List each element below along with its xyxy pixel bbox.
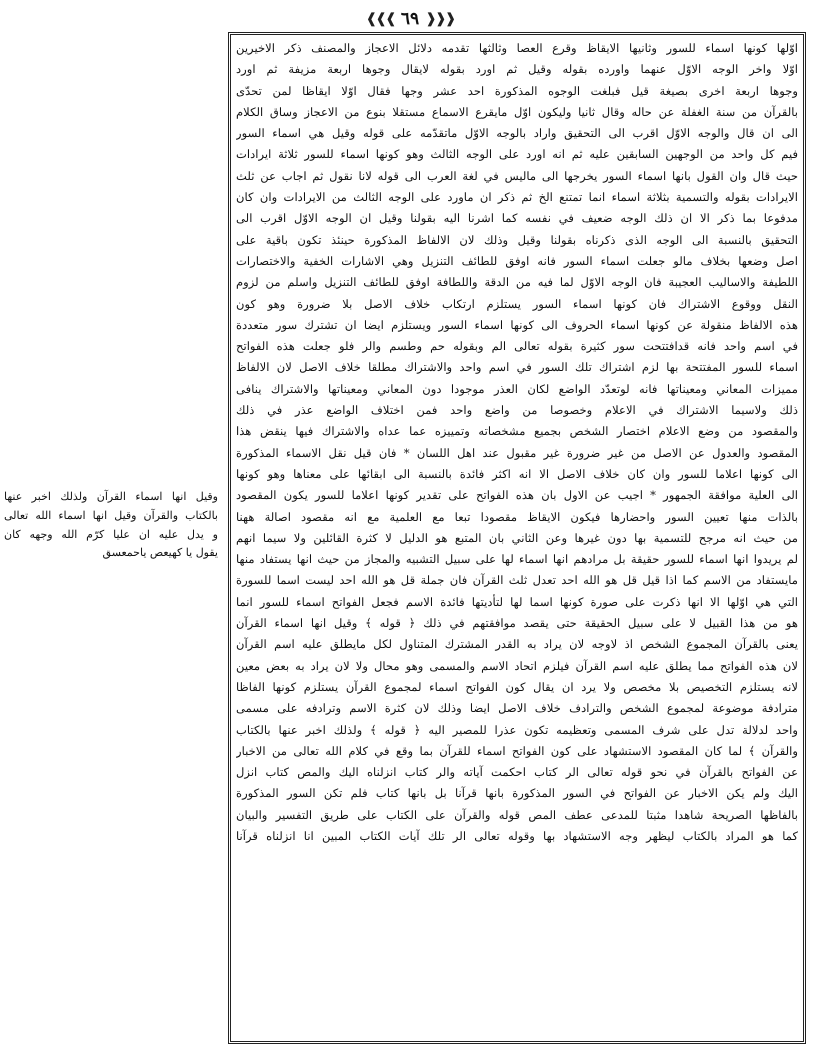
text-line: لانه يستلزم التخصيص بلا مخصص ولا يرد ان يقال كون الفواتح اسماء لمجموع القرآن يستلزم كونها الفاظا	[236, 679, 798, 694]
ornament-left-icon: ❰❰❰	[365, 11, 395, 27]
main-text-block	[236, 38, 798, 1040]
text-line: لم يريدوا انها اسماء للسور حقيقة بل مرادهم انها اسماء لها على سبيل التشبيه والمجاز من حيث انها يستفاد منها	[236, 552, 798, 567]
text-line: وجوها اربعة اخرى بصيغة قيل فبلغت الوجوه المذكورة احد عشر وجها فقال اوّلا ايقاظا لمن تحدّى	[236, 83, 798, 98]
text-line: التحقيق بالنسبة الى الوجه الذى ذكرناه بقولنا وقيل وذلك لان الالفاظ المذكورة حينئذ تكون باقية على	[236, 232, 798, 247]
text-line: اوّلها كونها اسماء للسور وثانيها الايقاظ وقرع العصا وثالثها تقدمه دلائل الاعجاز والمصنف ذكر الاخيرين	[236, 41, 798, 55]
text-line: التي هي اوّلها الا انها ذكرت على صورة كونها اسما لها لتأديتها فائدة الاسم فجعل الفواتح اسماء للسور انما	[236, 594, 798, 609]
text-line: عن الفواتح بالقرآن في نحو قوله تعالى الر كتاب احكمت آياته والر كتاب انزلناه اليك والمص كتاب انزل	[236, 765, 798, 780]
text-line: ذلك ولاسيما الاشتراك في الاعلام وخصوصا من واضع واحد فمن اختلاف الواضع عذر في ذلك	[236, 403, 798, 418]
text-line: اللطيفة والاساليب العجيبة فان الوجه الاوّل لما فيه من الدقة واللطافة اوفق للطائف التنزيل واسلم من لزوم	[236, 275, 798, 290]
text-line: الى العلية موافقة الجمهور * اجيب عن الاول بان هذه الفواتح على تقدير كونها اعلاما للسور يكون المقصود	[236, 488, 798, 503]
text-line: مترادفة موضوعة لمجموع الشخص والترادف خلاف الاصل ايضا وذلك لان كثرة الاسم وترادفه على مسمى	[236, 701, 798, 716]
text-line: يعنى بالقرآن المجموع الشخص اذ لاوجه لان يراد به القدر المشترك المتناول لكل مايطلق عليه اسم القرآن	[236, 637, 798, 652]
text-line: اسماء للسور المفتتحة بها لزم اشتراك تلك السور في اسم واحد والاشتراك مطلقا خلاف الاصل لان الالفاظ	[236, 360, 798, 375]
text-line: الى كونها اعلاما للسور وان كان خلاف الاصل الا انه اكثر فائدة بالنسبة الى ابقائها على معناها وهو كونها	[236, 466, 798, 481]
text-line: مدفوعا بما ذكر الا ان ذلك الوجه ضعيف في نفسه كما اشرنا اليه بقولنا وقيل ان الوجه الاوّل اقرب الى	[236, 211, 798, 226]
text-line: حيث قال وان القول بانها اسماء السور يخرجها الى ماليس في لغة العرب الى قوله لانا نقول ثم اجاب عن ثلث	[236, 168, 798, 183]
text-line: واحد لدلالة تدل على شرف المسمى وتعظيمه تكون عذرا للمصير اليه ﴿ قوله ﴾ ولذلك اخبر عنها بالكتاب	[236, 722, 798, 737]
text-line: بالذات منها تعيين السور واحضارها فيكون الايقاظ مقصودا تبعا مع العلمية مع انه مقصود اصالة ههنا	[236, 509, 798, 524]
text-line: الى ان قال والوجه الاوّل اقرب الى التحقيق واراد بالوجه الاوّل ماتقدّمه على قوله وقيل هي اسماء السور	[236, 126, 798, 141]
text-line: مايستفاد من الاسم كما اذا قيل قل هو الله احد تعدل ثلث القرآن فان جملة قل هو الله احد ليست اسما للسورة	[236, 573, 798, 588]
text-line: كما هو المراد بالكتاب ليظهر وجه الاستشهاد بها وقوله تعالى الر تلك آيات الكتاب المبين انا انزلناه قرآنا	[236, 828, 798, 843]
text-line: والقرآن ﴾ لما كان المقصود الاستشهاد على كون الفواتح اسماء للقرآن بما وقع في كلام الله تعالى من الاخبار	[236, 743, 798, 758]
margin-note-line: يقول يا كهيعص ياحمعسق	[102, 546, 218, 560]
text-line: لان هذه الفواتح مما يطلق عليه اسم القرآن فيلزم اتحاد الاسم والمسمى وهو محال ولا لان يراد به بعض معين	[236, 658, 798, 673]
text-line: اوّلا واخر الوجه الاوّل عنهما واورده بقوله وقيل ثم اورد بقوله لايقال وجوها اربعة مزيفة ثم اورد	[236, 62, 798, 77]
text-line: المقصود والعدول عن الاصل من غير ضرورة غير مقبول عند اهل اللسان * فان قيل نقل الاسماء المذكورة	[236, 445, 798, 460]
margin-note-line: و يدل عليه ان عليا كرّم الله وجهه كان	[4, 527, 218, 541]
text-line: النقل ووقوع الاشتراك فان كونها اسماء السور يستلزم ارتكاب خلاف الاصل بلا ضرورة وهو كون	[236, 296, 798, 311]
margin-note-line: بالكتاب والقرآن وقيل انها اسماء الله تعالى	[4, 508, 218, 522]
text-line: هو من هذا القبيل لا على سبيل الحقيقة حتى يقصد موافقتهم في ذلك ﴿ قوله ﴾ وقيل انها اسماء القرآن	[236, 616, 798, 631]
ornament-right-icon: ❱❱❱	[425, 11, 455, 27]
text-line: هذه الالفاظ منقولة عن كونها اسماء الحروف الى كونها اسماء السور ويستلزم ايضا ان تشترك سور متعددة	[236, 317, 798, 332]
text-line: اصل وضعها بخلاف مالو جعلت اسماء السور فانه اوفق للطائف التنزيل وهي الاشارات الخفية والاختصارات	[236, 253, 798, 268]
text-line: اليك ولم يكن الاخبار عن الفواتح في السور المذكورة بانها قرآنا بل بانها كتاب فلم تكن السور المذكورة	[236, 786, 798, 801]
page-number: ٦٩	[400, 9, 420, 29]
margin-note-line: وقيل انها اسماء القرآن ولذلك اخبر عنها	[4, 490, 218, 503]
page-header	[0, 6, 820, 32]
text-line: بالفاظها الصريحة شاهدا مثبتا للمدعى عطف المص قوله والقرآن على الكتاب على طريق التفسير والبيان	[236, 807, 798, 822]
text-line: والمقصود من وضع الاعلام اختصار الشخص بجميع مشخصاته وتمييزه عما عداه والاشتراك فيها ينقض هذا	[236, 424, 798, 439]
margin-note	[4, 488, 218, 563]
text-line: من حيث انه مرجح للتسمية بها دون غيرها وعن الثاني بان المتبع هو الدليل لا كثرة القائلين ولا سيما انهم	[236, 530, 798, 545]
text-line: مميزات المعاني ومعيناتها فانه لوتعدّد الواضع لكان العذر موجودا دون المعاني ومعيناتها والاشتراك ينافى	[236, 381, 798, 396]
text-line: في اسم واحد فانه قدافتتحت سور كثيرة بقوله تعالى الم وبقوله حم وطسم والر فلو جعلت هذه الفواتح	[236, 339, 798, 354]
text-line: بالقرآن من سنة الغفلة عن حاله وقال ثانيا وليكون اوّل مايقرع الاسماع مستقلا بنوع من الاعجاز وساق الكلام	[236, 104, 798, 119]
text-line: فيم كل واحد من الوجهين السابقين عليه ثم انه اورد على الوجه الثالث وهو كونها اسماء للسور ثلاثة ايرادات	[236, 147, 798, 162]
text-line: الايرادات بقوله والتسمية بثلاثة اسماء انما تمتنع الخ ثم ذكر ان ماورد على الوجه الثالث من الايرادات وان كان	[236, 190, 798, 205]
